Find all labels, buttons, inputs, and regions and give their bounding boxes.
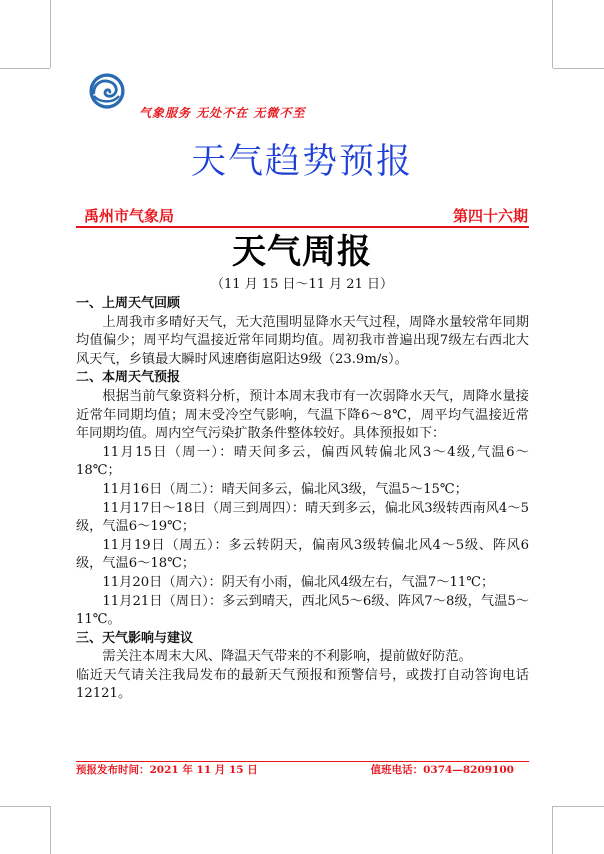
crop-mark xyxy=(0,68,50,69)
forecast-day: 11月15日（周一）：晴天间多云，偏西风转偏北风3～4级,气温6～18℃； xyxy=(76,444,529,479)
crop-mark xyxy=(0,806,50,807)
publish-time: 预报发布时间：2021 年 11 月 15 日 xyxy=(76,764,258,776)
crop-mark xyxy=(553,806,604,807)
masthead-title: 天气趋势预报 xyxy=(190,142,413,182)
meteorological-logo-icon xyxy=(88,72,126,110)
section-paragraph: 根据当前气象资料分析，预计本周末我市有一次弱降水天气，周降水量接近常年同期均值；周末受冷空气影响，气温下降6～8℃，周平均气温接近常年同期均值。周内空气污染扩散条件整体较好。具体预报如下： xyxy=(76,388,529,442)
forecast-day: 11月21日（周日）：多云到晴天，西北风5～6级、阵风7～8级，气温5～11℃。 xyxy=(76,593,529,628)
report-body xyxy=(76,295,529,704)
report-date-range: （11 月 15 日～11 月 21 日） xyxy=(211,277,393,292)
section-heading: 三、天气影响与建议 xyxy=(76,630,194,646)
crop-mark xyxy=(552,0,553,68)
header-slogan: 气象服务 无处不在 无微不至 xyxy=(139,106,306,120)
organization-name: 禹州市气象局 xyxy=(84,207,175,225)
forecast-day: 11月19日（周五）：多云转阴天，偏南风3级转偏北风4～5级、阵风6级，气温6～18℃； xyxy=(76,537,529,572)
forecast-day: 11月20日（周六）：阴天有小雨，偏北风4级左右，气温7～11℃； xyxy=(102,574,495,590)
crop-mark xyxy=(50,806,51,854)
crop-mark xyxy=(553,68,604,69)
section-paragraph: 上周我市多晴好天气，无大范围明显降水天气过程，周降水量较常年同期均值偏少；周平均气温接近常年同期均值。周初我市普遍出现7级左右西北大风天气，乡镇最大瞬时风速磨街扈阳达9级（23.9m/s）。 xyxy=(76,314,529,367)
crop-mark xyxy=(50,0,51,68)
forecast-day: 11月16日（周二）：晴天间多云，偏北风3级，气温5～15℃； xyxy=(102,481,468,497)
header-divider xyxy=(76,226,529,228)
issue-number: 第四十六期 xyxy=(452,207,528,225)
section-paragraph: 临近天气请关注我局发布的最新天气预报和预警信号，或拨打自动答询电话12121。 xyxy=(76,667,529,702)
forecast-day: 11月17日～18日（周三到周四）：晴天到多云，偏北风3级转西南风4～5级，气温6～19℃； xyxy=(76,500,529,535)
section-heading: 二、本周天气预报 xyxy=(76,370,181,386)
duty-hotline: 值班电话：0374—8209100 xyxy=(370,764,514,776)
crop-mark xyxy=(552,806,553,854)
section-paragraph: 需关注本周末大风、降温天气带来的不利影响，提前做好防范。 xyxy=(102,649,472,665)
report-title: 天气周报 xyxy=(232,232,372,272)
section-heading: 一、上周天气回顾 xyxy=(76,296,181,311)
